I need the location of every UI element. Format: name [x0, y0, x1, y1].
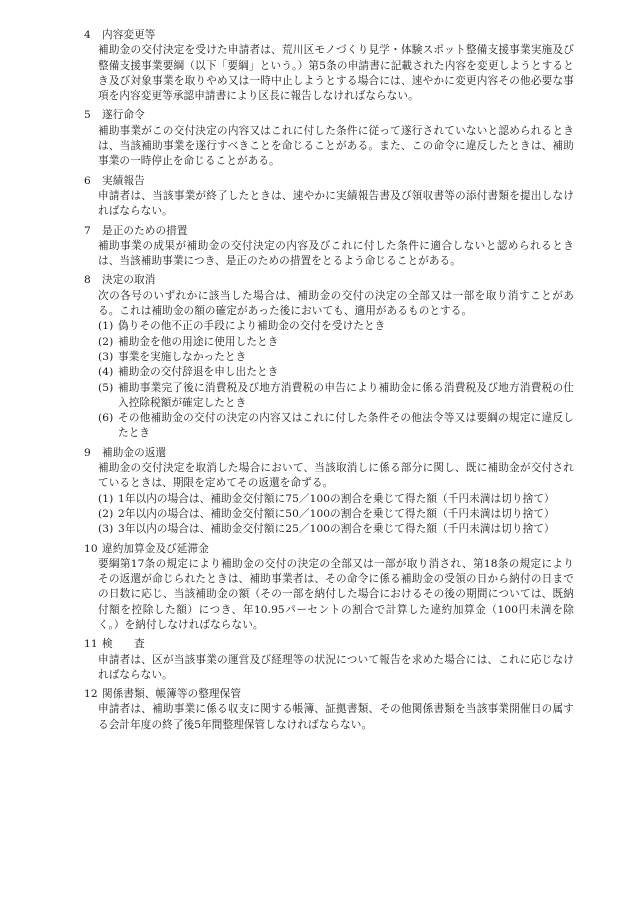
- section-paragraph: 要綱第17条の規定により補助金の交付の決定の全部又は一部が取り消され、第18条の規定によりその返還が命じられたときは、補助事業者は、その命令に係る補助金の受領の日から納付の日までの日数に応じ、当該補助金の額（その一部を納付した場合におけるその後の期間については、既納付額を控除した額）につき、年10.95パーセントの割合で計算した違約加算金（100円未満を除く。）を納付しなければならない。: [98, 557, 574, 631]
- section-number: 8: [84, 274, 91, 287]
- section-paragraph: 申請者は、当該事業が終了したときは、速やかに実績報告書及び領収書等の添付書類を提出しなければならない。: [98, 189, 574, 218]
- list-item-text: 3年以内の場合は、補助金交付額に25／100の割合を乗じて得た額（千円未満は切り捨て）: [118, 523, 555, 536]
- list-item: [98, 319, 574, 334]
- section-number: 5: [84, 109, 91, 122]
- list-item: [98, 522, 574, 537]
- list-item: [98, 492, 574, 507]
- section-paragraph: 補助事業がこの交付決定の内容又はこれに付した条件に従って遂行されていないと認められるときは、当該補助事業を遂行すべきことを命じることがある。また、この命令に違反したときは、補助事業の一時停止を命じることがある。: [98, 124, 574, 168]
- section-number: 10: [84, 542, 98, 555]
- list-item: [98, 350, 574, 365]
- list-item: [98, 411, 574, 442]
- section-paragraph: 補助事業の成果が補助金の交付決定の内容及びこれに付した条件に適合しないと認められるときは、当該補助事業につき、是正のための措置をとるよう命じることがある。: [98, 239, 574, 268]
- section-heading: [84, 687, 574, 702]
- section-4: [84, 28, 574, 104]
- section-7: [84, 224, 574, 270]
- section-number: 6: [84, 174, 91, 187]
- list-item-marker: (1): [98, 492, 114, 505]
- section-body: [84, 189, 574, 220]
- section-title: 決定の取消: [102, 274, 156, 287]
- list-item-marker: (5): [98, 381, 114, 394]
- section-title: 違約加算金及び延滞金: [102, 542, 209, 555]
- section-title: 関係書類、帳簿等の整理保管: [102, 688, 242, 701]
- section-heading: [84, 542, 574, 557]
- section-11: [84, 637, 574, 683]
- section-12: [84, 687, 574, 733]
- section-heading: [84, 446, 574, 461]
- list-item: [98, 507, 574, 522]
- list-item-marker: (4): [98, 366, 114, 379]
- section-body: [84, 239, 574, 270]
- section-body: [84, 461, 574, 537]
- section-paragraph: 補助金の交付決定を受けた申請者は、荒川区モノづくり見学・体験スポット整備支援事業実施及び整備支援事業要綱（以下「要綱」という。）第5条の申請書に記載された内容を変更しようとするとき及び対象事業を取りやめ又は一時中止しようとする場合には、速やかに変更内容その他必要な事項を内容変更等承認申請書により区長に報告しなければならない。: [98, 44, 574, 103]
- section-title: 補助金の返還: [102, 446, 167, 459]
- section-9: [84, 446, 574, 538]
- document-page: [84, 28, 574, 733]
- list-item: [98, 381, 574, 412]
- section-8: [84, 273, 574, 441]
- section-10: [84, 542, 574, 634]
- section-body: [84, 43, 574, 104]
- list-item-text: 補助金の交付辞退を申し出たとき: [118, 366, 279, 379]
- section-paragraph: 次の各号のいずれかに該当した場合は、補助金の交付の決定の全部又は一部を取り消すことがある。これは補助金の額の確定があった後においても、適用があるものとする。: [98, 289, 574, 318]
- section-5: [84, 108, 574, 169]
- list-item-marker: (6): [98, 412, 114, 425]
- list-item-text: 2年以内の場合は、補助金交付額に50／100の割合を乗じて得た額（千円未満は切り捨て）: [118, 507, 555, 520]
- list-item-marker: (3): [98, 523, 114, 536]
- list-item-marker: (2): [98, 507, 114, 520]
- list-item: [98, 365, 574, 380]
- section-paragraph: 申請者は、補助事業に係る収支に関する帳簿、証拠書類、その他関係書類を当該事業開催日の属する会計年度の終了後5年間整理保管しなければならない。: [98, 703, 574, 731]
- section-heading: [84, 224, 574, 239]
- list-item-text: 事業を実施しなかったとき: [118, 350, 247, 363]
- section-heading: [84, 28, 574, 43]
- list-item-text: その他補助金の交付の決定の内容又はこれに付した条件その他法令等又は要綱の規定に違反したとき: [118, 412, 574, 440]
- list-item-marker: (1): [98, 320, 114, 333]
- section-heading: [84, 174, 574, 189]
- section-body: [84, 289, 574, 442]
- section-title: 遂行命令: [102, 109, 145, 122]
- list-item: [98, 335, 574, 350]
- list-item-text: 偽りその他不正の手段により補助金の交付を受けたとき: [118, 320, 386, 333]
- section-number: 11: [84, 638, 98, 651]
- list-item-text: 1年以内の場合は、補助金交付額に75／100の割合を乗じて得た額（千円未満は切り捨て）: [118, 492, 555, 505]
- section-body: [84, 702, 574, 733]
- section-title: 検 査: [102, 638, 145, 651]
- section-number: 12: [84, 688, 98, 701]
- section-heading: [84, 637, 574, 652]
- section-heading: [84, 273, 574, 288]
- section-body: [84, 124, 574, 170]
- list-item-text: 補助金を他の用途に使用したとき: [118, 335, 279, 348]
- section-paragraph: 申請者は、区が当該事業の運営及び経理等の状況について報告を求めた場合には、これに応じなければならない。: [98, 653, 574, 681]
- section-body: [84, 653, 574, 684]
- list-item-marker: (3): [98, 350, 114, 363]
- section-title: 内容変更等: [102, 29, 156, 41]
- section-paragraph: 補助金の交付決定を取消した場合において、当該取消しに係る部分に関し、既に補助金が交付されているときは、期限を定めてその返還を命ずる。: [98, 462, 574, 490]
- section-number: 4: [84, 29, 91, 41]
- section-title: 是正のための措置: [102, 224, 188, 237]
- section-title: 実績報告: [102, 174, 145, 187]
- section-6: [84, 174, 574, 220]
- section-number: 9: [84, 446, 91, 459]
- section-heading: [84, 108, 574, 123]
- section-body: [84, 557, 574, 633]
- section-number: 7: [84, 224, 91, 237]
- list-item-marker: (2): [98, 335, 114, 348]
- list-item-text: 補助事業完了後に消費税及び地方消費税の申告により補助金に係る消費税及び地方消費税の仕入控除税額が確定したとき: [118, 381, 574, 409]
